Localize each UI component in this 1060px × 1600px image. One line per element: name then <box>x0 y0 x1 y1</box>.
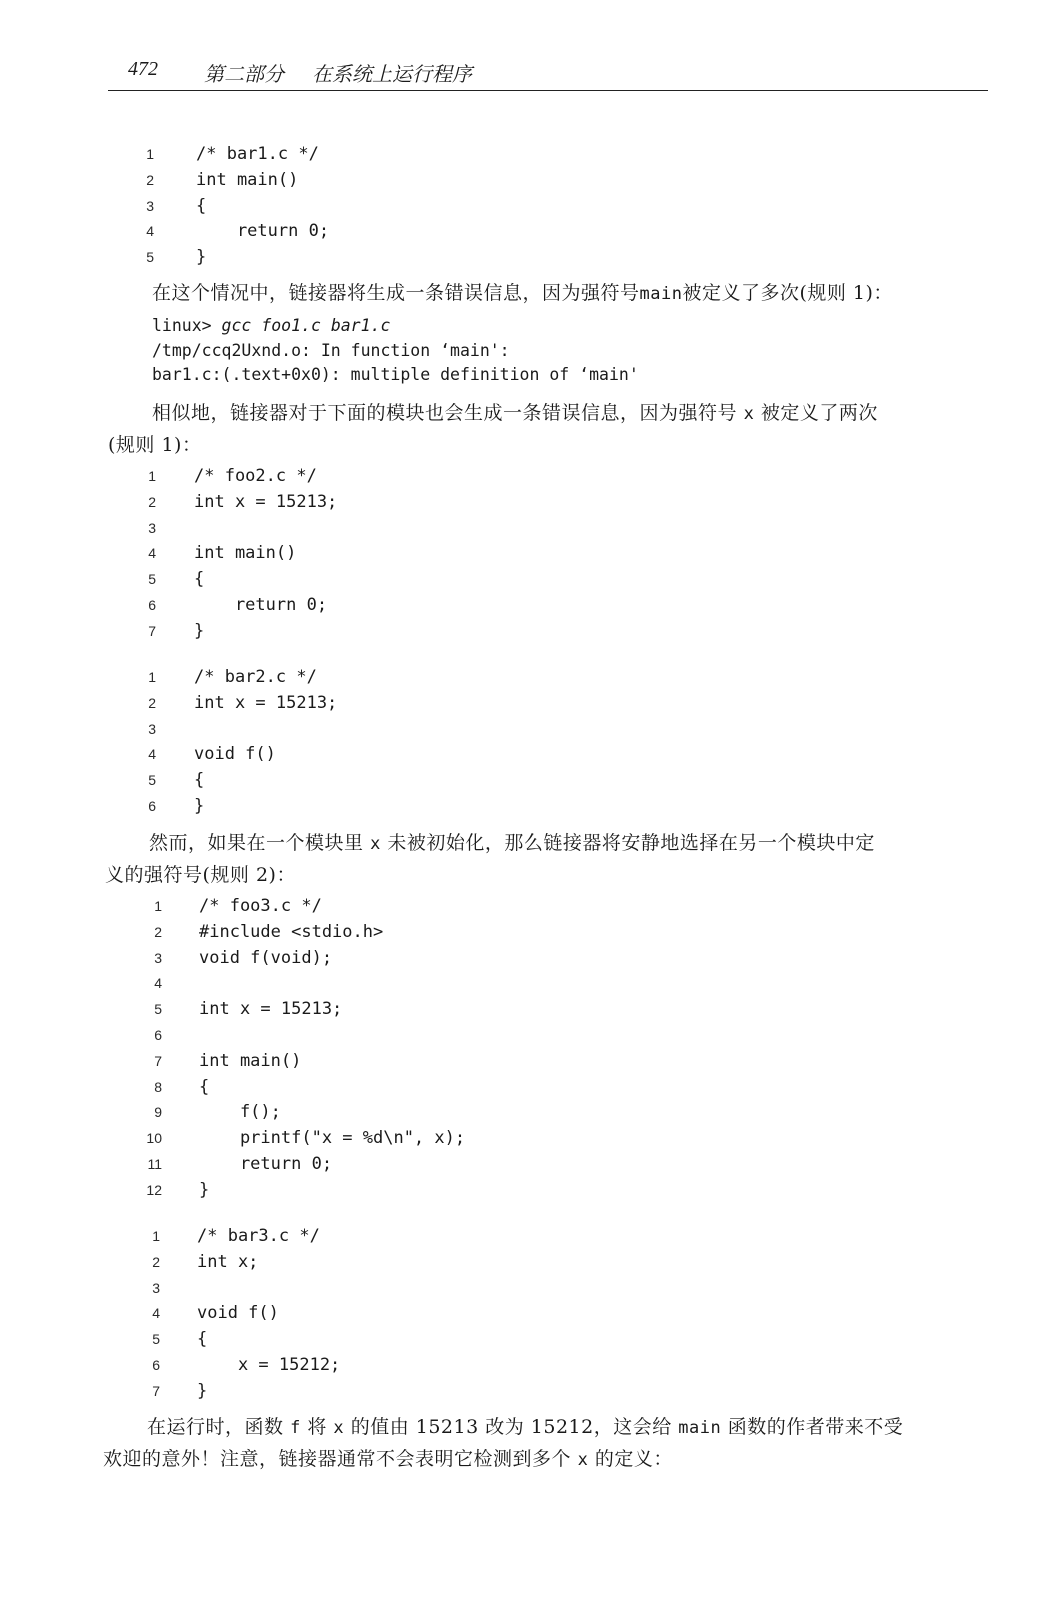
code-text: int x = 15213; <box>199 999 343 1020</box>
line-number: 4 <box>146 223 154 240</box>
line-number: 5 <box>148 571 156 588</box>
line-number: 2 <box>152 1253 160 1270</box>
text: 的值由 15213 改为 15212，这会给 <box>350 1416 672 1438</box>
text: 函数的作者带来不受 <box>727 1416 904 1438</box>
line-number: 1 <box>154 898 162 914</box>
code-text: printf("x = %d\n", x); <box>199 1128 466 1149</box>
code-text: return 0; <box>194 594 328 615</box>
code-text: void f() <box>197 1303 279 1324</box>
line-number: 4 <box>148 545 156 562</box>
text: 在运行时，函数 <box>147 1416 284 1438</box>
line-number: 2 <box>146 171 154 188</box>
line-number: 6 <box>154 1026 162 1043</box>
code-text: return 0; <box>196 221 330 242</box>
text: 被定义了两次 <box>760 402 878 424</box>
inline-code: main <box>639 284 683 304</box>
line-number: 11 <box>147 1155 162 1172</box>
inline-code: x <box>743 404 755 424</box>
code-text: /* foo2.c */ <box>194 466 317 486</box>
text: 义的强符号(规则 2)： <box>105 864 296 886</box>
code-text: /* bar2.c */ <box>194 667 317 687</box>
line-number: 4 <box>152 1305 160 1322</box>
line-number: 3 <box>154 949 162 966</box>
text: (规则 1)： <box>108 434 202 456</box>
line-number: 1 <box>146 146 154 162</box>
line-number: 5 <box>154 1001 162 1018</box>
code-text: } <box>194 795 205 816</box>
shell-line: /tmp/ccq2Uxnd.o: In function ‘main': <box>152 340 510 360</box>
line-number: 6 <box>148 797 156 814</box>
line-number: 1 <box>148 669 156 685</box>
line-number: 10 <box>146 1130 162 1147</box>
inline-code: x <box>370 834 381 854</box>
line-number: 2 <box>154 923 162 940</box>
line-number: 7 <box>154 1052 162 1069</box>
inline-code: x <box>577 1450 589 1470</box>
line-number: 7 <box>148 622 156 639</box>
code-text: int main() <box>199 1050 302 1071</box>
code-text: f(); <box>199 1102 281 1123</box>
code-text: } <box>199 1179 210 1200</box>
text: 被定义了多次(规则 1)： <box>682 282 893 304</box>
text: 未被初始化，那么链接器将安静地选择在另一个模块中定 <box>387 832 875 854</box>
code-text: { <box>194 569 205 590</box>
code-text: void f(void); <box>199 947 333 968</box>
shell-prompt: linux> <box>152 316 222 335</box>
paragraph-runtime <box>103 1412 983 1476</box>
shell-line <box>152 314 639 339</box>
line-number: 12 <box>146 1181 162 1198</box>
line-number: 3 <box>148 519 156 536</box>
text: 将 <box>307 1416 327 1438</box>
paragraph-strong-x <box>108 398 988 461</box>
line-number: 1 <box>148 468 156 484</box>
code-text: { <box>196 195 207 216</box>
line-number: 5 <box>146 249 154 266</box>
text: 的定义： <box>594 1448 673 1470</box>
code-text: int x = 15213; <box>194 692 338 713</box>
line-number: 4 <box>154 975 162 992</box>
line-number: 1 <box>152 1228 160 1244</box>
code-text: void f() <box>194 744 276 765</box>
text: 相似地，链接器对于下面的模块也会生成一条错误信息，因为强符号 <box>152 402 738 424</box>
code-text: int main() <box>194 543 297 564</box>
code-text: /* bar1.c */ <box>196 144 319 164</box>
line-number: 3 <box>152 1279 160 1296</box>
inline-code: main <box>678 1418 722 1438</box>
line-number: 9 <box>154 1104 162 1121</box>
paragraph-strong-main <box>152 278 893 310</box>
section-title: 在系统上运行程序 <box>312 64 472 86</box>
part-title: 第二部分 <box>204 64 284 86</box>
code-text: return 0; <box>199 1153 333 1174</box>
code-text: } <box>196 247 207 268</box>
inline-code: x <box>333 1418 345 1438</box>
code-text: { <box>194 770 205 791</box>
text: 在这个情况中，链接器将生成一条错误信息，因为强符号 <box>152 282 640 304</box>
code-text: int x = 15213; <box>194 491 338 512</box>
line-number: 3 <box>148 720 156 737</box>
line-number: 8 <box>154 1078 162 1095</box>
shell-output <box>152 314 639 388</box>
code-text: x = 15212; <box>197 1354 341 1375</box>
page-header <box>108 54 988 91</box>
line-number: 6 <box>148 596 156 613</box>
code-text: { <box>197 1329 208 1350</box>
code-text: } <box>194 620 205 641</box>
code-text: } <box>197 1380 208 1401</box>
line-number: 2 <box>148 694 156 711</box>
code-text: int main() <box>196 169 299 190</box>
line-number: 2 <box>148 493 156 510</box>
shell-command: gcc foo1.c bar1.c <box>221 316 391 335</box>
inline-code: f <box>290 1418 301 1438</box>
code-text: /* bar3.c */ <box>197 1226 320 1246</box>
code-text: int x; <box>197 1251 259 1272</box>
line-number: 5 <box>152 1331 160 1348</box>
text: 然而，如果在一个模块里 <box>149 832 364 854</box>
code-text: /* foo3.c */ <box>199 896 322 916</box>
line-number: 4 <box>148 746 156 763</box>
line-number: 5 <box>148 772 156 789</box>
shell-line: bar1.c:(.text+0x0): multiple definition of ‘main' <box>152 365 639 384</box>
line-number: 3 <box>146 197 154 214</box>
page-number: 472 <box>128 58 158 80</box>
line-number: 7 <box>152 1382 160 1399</box>
code-text: { <box>199 1076 210 1097</box>
paragraph-weak-x <box>105 828 985 891</box>
code-text: #include <stdio.h> <box>199 921 384 942</box>
line-number: 6 <box>152 1356 160 1373</box>
text: 欢迎的意外！注意，链接器通常不会表明它检测到多个 <box>103 1448 572 1470</box>
